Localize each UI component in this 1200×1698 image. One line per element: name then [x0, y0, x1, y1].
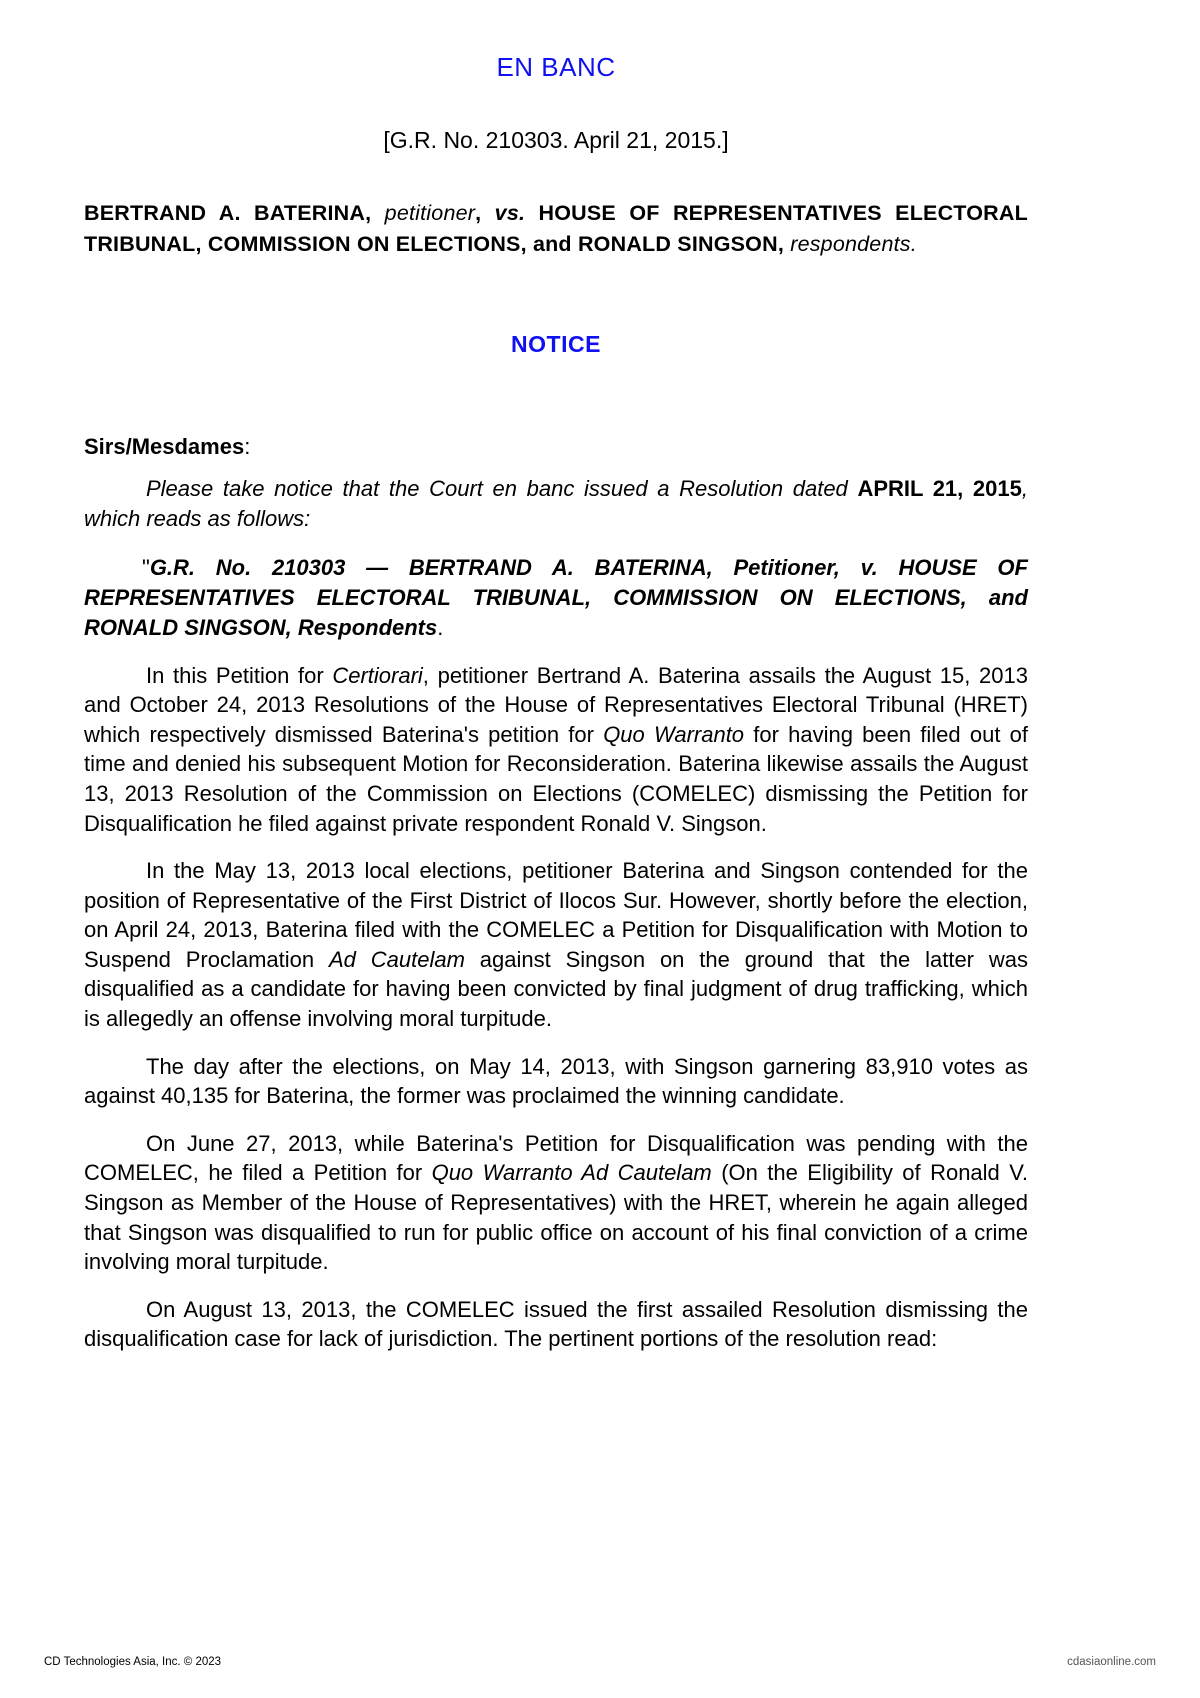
par-proclamation — [84, 1052, 1028, 1111]
par-certiorari-seg-3: Quo Warranto — [603, 721, 745, 747]
par-elections — [84, 856, 1028, 1033]
case-title-petitioner-label: petitioner — [384, 201, 476, 225]
case-title-comma1: , — [365, 201, 385, 225]
par-comelec-resolution-seg-0: On August 13, 2013, the COMELEC issued the first assailed Resolution dismissing the disqualification case for lack of jurisdiction. The pertinent portions of the resolution read: — [84, 1296, 1028, 1352]
par-elections-seg-1: Ad Cautelam — [328, 946, 465, 972]
par-proclamation-seg-0: The day after the elections, on May 14, 2013, with Singson garnering 83,910 votes as against 40,135 for Baterina, the former was proclaimed the winning candidate. — [84, 1053, 1028, 1109]
salutation-text: Sirs/Mesdames — [84, 434, 245, 460]
par-certiorari-seg-4: for having been filed out of time and denied his subsequent Motion for Reconsideration. Baterina likewise assails the August 13, 2013 Resolution of the Commission on Elections (COMELEC) dismissing the Petition for Disqualification he filed against private respondent Ronald V. Singson. — [84, 721, 1028, 836]
open-quote-mark: " — [142, 554, 150, 580]
case-title-versus: vs. — [494, 201, 526, 225]
par-elections-seg-0: In the May 13, 2013 local elections, petitioner Baterina and Singson contended for the position of Representative of the First District of Ilocos Sur. However, shortly before the election, on April 24, 2013, Baterina filed with the COMELEC a Petition for Disqualification with Motion to Suspend Proclamation — [84, 858, 1028, 972]
quoted-period: . — [437, 614, 444, 640]
quoted-dash: — — [345, 554, 409, 580]
par-certiorari-seg-2: , petitioner Bertrand A. Baterina assails the August 15, 2013 and October 24, 2013 Resolutions of the House of Representatives Electoral Tribunal (HRET) which respectively dismissed Baterina's petition for — [84, 662, 1028, 747]
footer-site: cdasiaonline.com — [1067, 1656, 1156, 1668]
par-certiorari-seg-0: In this Petition for — [146, 662, 333, 688]
case-title-respondents: HOUSE OF REPRESENTATIVES ELECTORAL TRIBUNAL, COMMISSION ON ELECTIONS, and RONALD SINGSON — [84, 201, 1028, 256]
page-footer — [0, 1656, 1200, 1676]
intro-resolution-date: APRIL 21, 2015 — [857, 476, 1022, 502]
case-title-comma2: , — [475, 201, 495, 225]
par-quowarranto-seg-0: On June 27, 2013, while Baterina's Petition for Disqualification was pending with the COMELEC, he filed a Petition for — [84, 1130, 1028, 1186]
par-quowarranto — [84, 1129, 1028, 1277]
docket-line: [G.R. No. 210303. April 21, 2015.] — [383, 127, 729, 153]
par-quowarranto-seg-1: Quo Warranto Ad Cautelam — [431, 1160, 712, 1186]
par-elections-seg-2: against Singson on the ground that the latter was disqualified as a candidate for having been convicted by final judgment of drug trafficking, which is allegedly an offense involving moral turpitude. — [84, 946, 1028, 1032]
par-quowarranto-seg-2: (On the Eligibility of Ronald V. Singson as Member of the House of Representatives) with the HRET, wherein he again alleged that Singson was disqualified to run for public office on account of his final conviction of a crime involving moral turpitude. — [84, 1160, 1028, 1275]
par-comelec-resolution — [84, 1295, 1028, 1354]
case-title-petitioner: BERTRAND A. BATERINA — [84, 201, 366, 225]
salutation-colon: : — [244, 434, 251, 460]
par-certiorari — [84, 661, 1028, 838]
intro-paragraph — [84, 474, 1028, 533]
case-title-comma3: , — [777, 231, 791, 256]
quoted-case-caption — [84, 553, 1028, 643]
quoted-docket: G.R. No. 210303 — [149, 554, 346, 580]
notice-heading: NOTICE — [511, 331, 601, 358]
intro-part2: , which reads as follows: — [84, 476, 1028, 531]
quoted-parties: BERTRAND A. BATERINA, Petitioner, v. HOUSE OF REPRESENTATIVES ELECTORAL TRIBUNAL, COMMISSION ON ELECTIONS, and RONALD SINGSON, Respondents — [84, 554, 1028, 640]
court-banner-heading: EN BANC — [496, 52, 616, 82]
par-certiorari-seg-1: Certiorari — [332, 662, 423, 688]
intro-part1: Please take notice that the Court en banc issued a Resolution dated — [146, 476, 858, 502]
document-content — [84, 0, 1028, 1354]
salutation — [84, 434, 1028, 460]
case-title-respondents-label: respondents. — [790, 231, 917, 256]
footer-copyright: CD Technologies Asia, Inc. © 2023 — [44, 1656, 222, 1668]
case-title — [84, 198, 1028, 259]
body-paragraph-list — [84, 661, 1028, 1354]
